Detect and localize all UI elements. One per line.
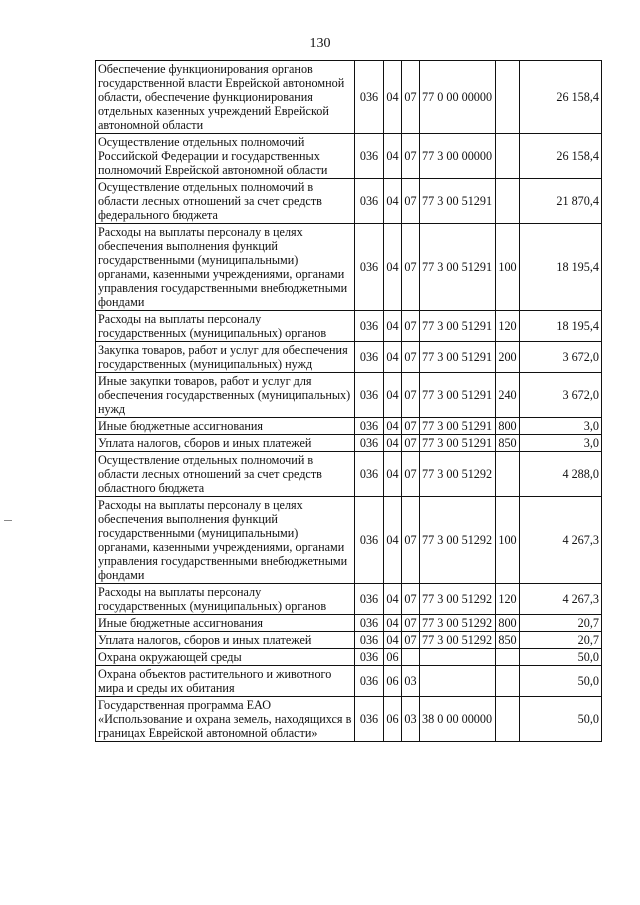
target-article-code: 77 3 00 51292 [420, 452, 496, 497]
expense-type-code: 120 [496, 584, 520, 615]
ministry-code: 036 [355, 61, 384, 134]
table-row [96, 697, 602, 742]
expense-type-code: 850 [496, 435, 520, 452]
ministry-code: 036 [355, 179, 384, 224]
row-name: Обеспечение функционирования органов государственной власти Еврейской автономной области, обеспечение функционирования отдельных казенных учреждений Еврейской автономной области [96, 61, 355, 134]
subsection-code: 07 [402, 584, 420, 615]
expense-type-code [496, 452, 520, 497]
table-row [96, 666, 602, 697]
amount: 21 870,4 [520, 179, 602, 224]
subsection-code: 03 [402, 666, 420, 697]
page-number: 130 [309, 36, 331, 51]
amount: 26 158,4 [520, 61, 602, 134]
row-name: Расходы на выплаты персоналу в целях обеспечения выполнения функций государственными (муниципальными) органами, казенными учреждениями, органами управления государственными внебюджетными фондами [96, 224, 355, 311]
subsection-code: 07 [402, 615, 420, 632]
row-name: Осуществление отдельных полномочий в области лесных отношений за счет средств областного бюджета [96, 452, 355, 497]
section-code: 06 [384, 666, 402, 697]
target-article-code: 77 3 00 51292 [420, 584, 496, 615]
row-name: Уплата налогов, сборов и иных платежей [96, 632, 355, 649]
row-name: Осуществление отдельных полномочий Российской Федерации и государственных полномочий Еврейской автономной области [96, 134, 355, 179]
section-code: 04 [384, 179, 402, 224]
section-code: 04 [384, 584, 402, 615]
expense-type-code [496, 134, 520, 179]
expense-type-code: 120 [496, 311, 520, 342]
amount: 20,7 [520, 632, 602, 649]
section-code: 04 [384, 435, 402, 452]
target-article-code: 77 3 00 51292 [420, 497, 496, 584]
target-article-code: 77 3 00 51292 [420, 632, 496, 649]
amount: 4 267,3 [520, 497, 602, 584]
amount: 18 195,4 [520, 224, 602, 311]
expense-type-code [496, 697, 520, 742]
subsection-code: 07 [402, 452, 420, 497]
subsection-code: 07 [402, 373, 420, 418]
section-code: 06 [384, 649, 402, 666]
ministry-code: 036 [355, 435, 384, 452]
section-code: 04 [384, 418, 402, 435]
amount: 50,0 [520, 649, 602, 666]
section-code: 06 [384, 697, 402, 742]
table-row [96, 224, 602, 311]
subsection-code: 07 [402, 311, 420, 342]
subsection-code [402, 649, 420, 666]
row-name: Расходы на выплаты персоналу государственных (муниципальных) органов [96, 311, 355, 342]
row-name: Расходы на выплаты персоналу государственных (муниципальных) органов [96, 584, 355, 615]
amount: 3,0 [520, 435, 602, 452]
table-row [96, 179, 602, 224]
target-article-code [420, 666, 496, 697]
table-row [96, 342, 602, 373]
amount: 3,0 [520, 418, 602, 435]
row-name: Иные бюджетные ассигнования [96, 418, 355, 435]
subsection-code: 07 [402, 435, 420, 452]
target-article-code: 77 3 00 51291 [420, 373, 496, 418]
table-row [96, 373, 602, 418]
row-name: Охрана объектов растительного и животного мира и среды их обитания [96, 666, 355, 697]
row-name: Расходы на выплаты персоналу в целях обеспечения выполнения функций государственными (муниципальными) органами, казенными учреждениями, органами управления государственными внебюджетными фондами [96, 497, 355, 584]
table-row [96, 452, 602, 497]
expense-type-code [496, 61, 520, 134]
expense-type-code [496, 649, 520, 666]
ministry-code: 036 [355, 224, 384, 311]
section-code: 04 [384, 632, 402, 649]
subsection-code: 07 [402, 134, 420, 179]
ministry-code: 036 [355, 615, 384, 632]
row-name: Иные бюджетные ассигнования [96, 615, 355, 632]
expense-type-code: 800 [496, 615, 520, 632]
section-code: 04 [384, 134, 402, 179]
target-article-code: 77 3 00 51292 [420, 615, 496, 632]
table-row [96, 311, 602, 342]
amount: 4 267,3 [520, 584, 602, 615]
amount: 50,0 [520, 666, 602, 697]
ministry-code: 036 [355, 584, 384, 615]
table-row [96, 435, 602, 452]
section-code: 04 [384, 61, 402, 134]
budget-table-body [96, 61, 602, 742]
expense-type-code: 850 [496, 632, 520, 649]
section-code: 04 [384, 342, 402, 373]
section-code: 04 [384, 497, 402, 584]
ministry-code: 036 [355, 452, 384, 497]
row-name: Осуществление отдельных полномочий в области лесных отношений за счет средств федерального бюджета [96, 179, 355, 224]
amount: 18 195,4 [520, 311, 602, 342]
amount: 3 672,0 [520, 342, 602, 373]
ministry-code: 036 [355, 497, 384, 584]
expense-type-code: 100 [496, 224, 520, 311]
expense-type-code: 240 [496, 373, 520, 418]
target-article-code: 77 3 00 51291 [420, 311, 496, 342]
ministry-code: 036 [355, 311, 384, 342]
expense-type-code: 100 [496, 497, 520, 584]
table-row [96, 418, 602, 435]
section-code: 04 [384, 373, 402, 418]
amount: 20,7 [520, 615, 602, 632]
subsection-code: 07 [402, 418, 420, 435]
ministry-code: 036 [355, 342, 384, 373]
target-article-code: 77 3 00 51291 [420, 435, 496, 452]
amount: 4 288,0 [520, 452, 602, 497]
subsection-code: 07 [402, 179, 420, 224]
section-code: 04 [384, 224, 402, 311]
target-article-code: 77 3 00 00000 [420, 134, 496, 179]
table-row [96, 134, 602, 179]
target-article-code [420, 649, 496, 666]
target-article-code: 77 3 00 51291 [420, 342, 496, 373]
amount: 50,0 [520, 697, 602, 742]
table-row [96, 615, 602, 632]
target-article-code: 77 3 00 51291 [420, 179, 496, 224]
table-row [96, 632, 602, 649]
section-code: 04 [384, 311, 402, 342]
ministry-code: 036 [355, 649, 384, 666]
subsection-code: 07 [402, 342, 420, 373]
expense-type-code [496, 179, 520, 224]
ministry-code: 036 [355, 134, 384, 179]
table-row [96, 61, 602, 134]
section-code: 04 [384, 452, 402, 497]
budget-table [95, 60, 602, 742]
expense-type-code [496, 666, 520, 697]
subsection-code: 07 [402, 224, 420, 311]
table-row [96, 584, 602, 615]
subsection-code: 07 [402, 632, 420, 649]
ministry-code: 036 [355, 666, 384, 697]
subsection-code: 07 [402, 61, 420, 134]
row-name: Иные закупки товаров, работ и услуг для обеспечения государственных (муниципальных) нужд [96, 373, 355, 418]
target-article-code: 77 3 00 51291 [420, 224, 496, 311]
ministry-code: 036 [355, 418, 384, 435]
table-row [96, 497, 602, 584]
subsection-code: 07 [402, 497, 420, 584]
margin-mark [4, 520, 12, 521]
table-row [96, 649, 602, 666]
target-article-code: 77 3 00 51291 [420, 418, 496, 435]
ministry-code: 036 [355, 697, 384, 742]
amount: 26 158,4 [520, 134, 602, 179]
row-name: Уплата налогов, сборов и иных платежей [96, 435, 355, 452]
ministry-code: 036 [355, 632, 384, 649]
row-name: Закупка товаров, работ и услуг для обеспечения государственных (муниципальных) нужд [96, 342, 355, 373]
row-name: Государственная программа ЕАО «Использование и охрана земель, находящихся в границах Еврейской автономной области» [96, 697, 355, 742]
row-name: Охрана окружающей среды [96, 649, 355, 666]
expense-type-code: 800 [496, 418, 520, 435]
target-article-code: 77 0 00 00000 [420, 61, 496, 134]
expense-type-code: 200 [496, 342, 520, 373]
subsection-code: 03 [402, 697, 420, 742]
section-code: 04 [384, 615, 402, 632]
ministry-code: 036 [355, 373, 384, 418]
amount: 3 672,0 [520, 373, 602, 418]
target-article-code: 38 0 00 00000 [420, 697, 496, 742]
